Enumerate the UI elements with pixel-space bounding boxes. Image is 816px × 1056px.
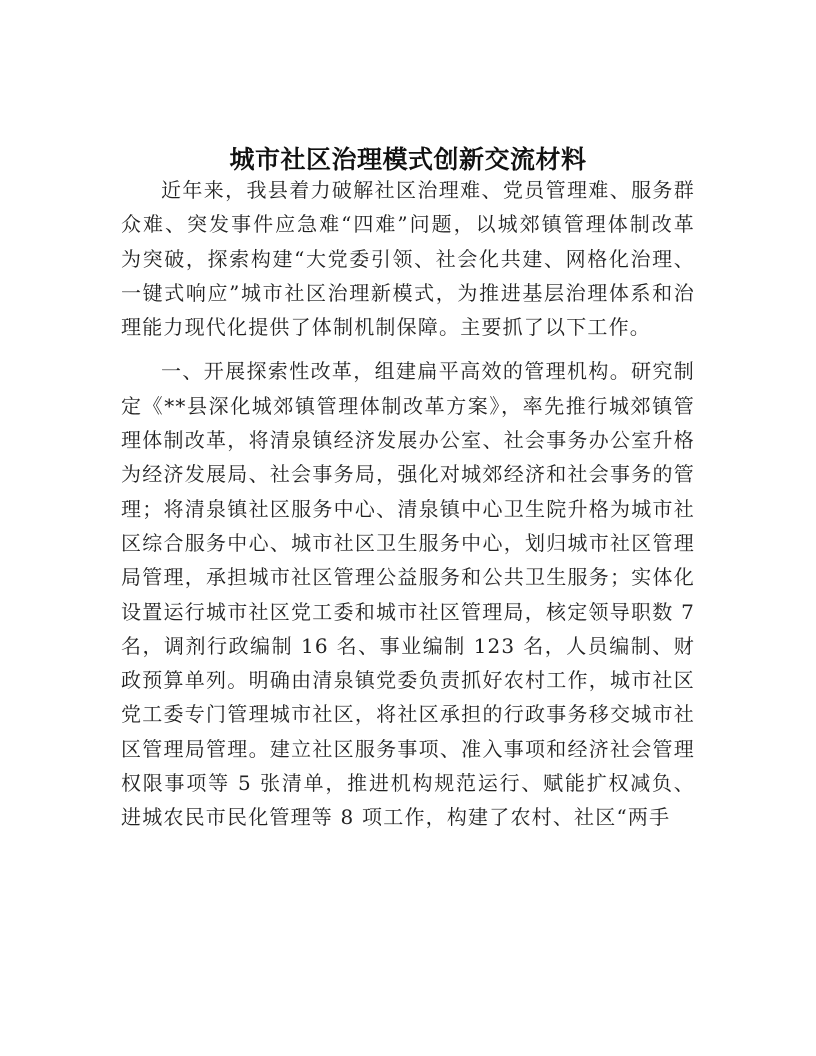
paragraph-section-1: 一、开展探索性改革，组建扁平高效的管理机构。研究制定《**县深化城郊镇管理体制改革方案》，率先推行城郊镇管理体制改革，将清泉镇经济发展办公室、社会事务办公室升格为经济发展局、社会事务局，强化对城郊经济和社会事务的管理；将清泉镇社区服务中心、清泉镇中心卫生院升格为城市社区综合服务中心、城市社区卫生服务中心，划归城市社区管理局管理，承担城市社区管理公益服务和公共卫生服务；实体化设置运行城市社区党工委和城市社区管理局，核定领导职数 7 名，调剂行政编制 16 名、事业编制 123 名，人员编制、财政预算单列。明确由清泉镇党委负责抓好农村工作，城市社区党工委专门管理城市社区，将社区承担的行政事务移交城市社区管理局管理。建立社区服务事项、准入事项和经济社会管理权限事项等 5 张清单，推进机构规范运行、赋能扩权减负、进城农民市民化管理等 8 项工作，构建了农村、社区“两手	[121, 359, 695, 830]
document-title: 城市社区治理模式创新交流材料	[229, 145, 587, 174]
document-body	[121, 173, 695, 835]
paragraph-intro: 近年来，我县着力破解社区治理难、党员管理难、服务群众难、突发事件应急难“四难”问题，以城郊镇管理体制改革为突破，探索构建“大党委引领、社会化共建、网格化治理、一键式响应”城市社区治理新模式，为推进基层治理体系和治理能力现代化提供了体制机制保障。主要抓了以下工作。	[121, 178, 695, 340]
